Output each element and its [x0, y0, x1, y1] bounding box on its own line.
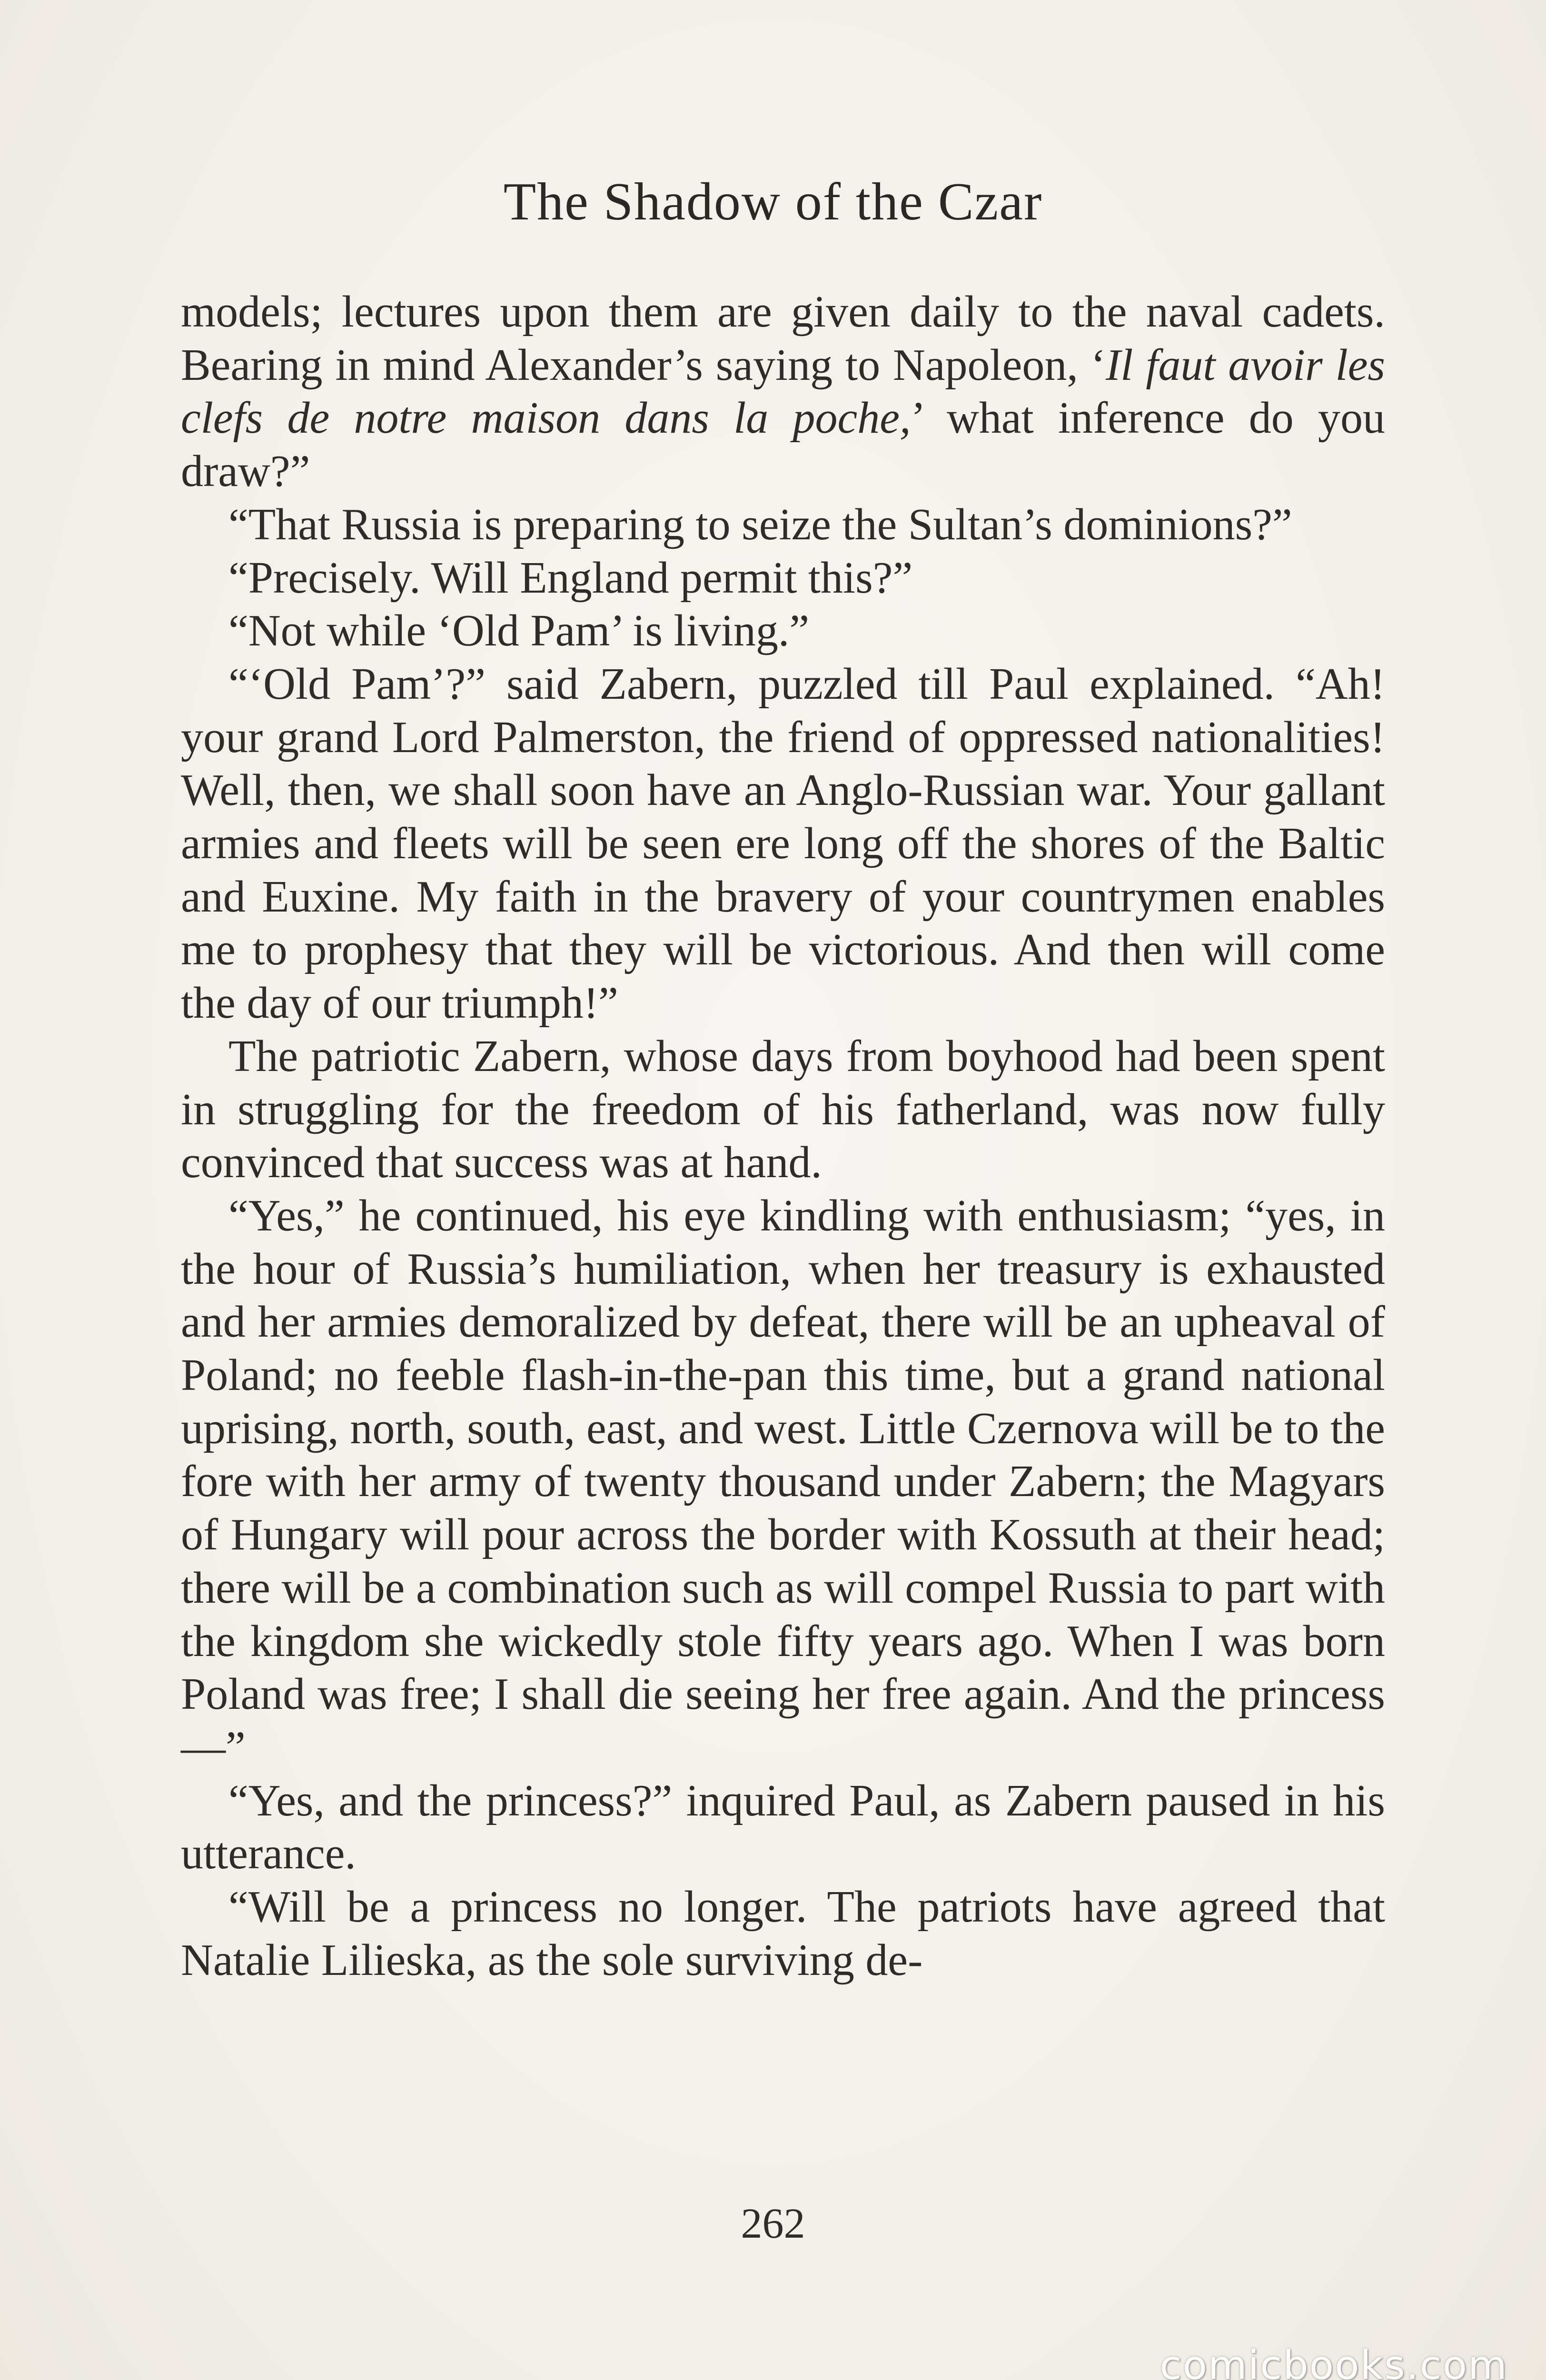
paragraph-text: “Precisely. Will England permit this?”: [228, 553, 913, 603]
italic-quotation: Il faut avoir les clefs de notre maison dans la poche,: [181, 340, 1385, 443]
page-number: 262: [741, 2200, 805, 2247]
paragraph: [181, 498, 1385, 552]
paragraph-text: “‘Old Pam’?” said Zabern, puzzled till Paul explained. “Ah! your grand Lord Palmerston, the friend of oppressed nationalities! Well, then, we shall soon have an Anglo-Russian war. Your gallant armies and fleets will be seen ere long off the shores of the Baltic and Euxine. My faith in the bravery of your countrymen enables me to prophesy that they will be victorious. And then will come the day of our triumph!”: [181, 659, 1385, 1028]
paragraph-text: “Will be a princess no longer. The patriots have agreed that Natalie Lilieska, as the sole surviving de-: [181, 1882, 1385, 1985]
paragraph-text: ’ what inference do you draw?”: [181, 393, 1385, 496]
paragraph: [181, 1881, 1385, 1987]
paragraph: [181, 1775, 1385, 1881]
paragraph-text: The patriotic Zabern, whose days from boyhood had been spent in struggling for the freedom of his fatherland, was now fully convinced that success was at hand.: [181, 1031, 1385, 1188]
paragraph: [181, 1030, 1385, 1190]
paragraph: [181, 1190, 1385, 1775]
running-title: The Shadow of the Czar: [503, 172, 1043, 231]
paragraph-text: models; lectures upon them are given daily to the naval cadets. Bearing in mind Alexander’s saying to Napoleon, ‘: [181, 287, 1385, 390]
paragraph-text: “Not while ‘Old Pam’ is living.”: [228, 606, 810, 656]
paragraph: [181, 605, 1385, 658]
paragraph: [181, 658, 1385, 1030]
paragraph: [181, 286, 1385, 498]
paragraph-text: “Yes,” he continued, his eye kindling with enthusiasm; “yes, in the hour of Russia’s humiliation, when her treasury is exhausted and her armies demoralized by defeat, there will be an upheaval of Poland; no feeble flash-in-the-pan this time, but a grand national uprising, north, south, east, and west. Little Czernova will be to the fore with her army of twenty thousand under Zabern; the Magyars of Hungary will pour across the border with Kossuth at their head; there will be a combination such as will compel Russia to part with the kingdom she wickedly stole fifty years ago. When I was born Poland was free; I shall die seeing her free again. And the princess—”: [181, 1190, 1385, 1772]
paragraph: [181, 552, 1385, 605]
watermark-logo: comicbooks.com: [1160, 2342, 1508, 2380]
paragraph-text: “Yes, and the princess?” inquired Paul, as Zabern paused in his utterance.: [181, 1775, 1385, 1879]
body-text: [181, 286, 1385, 1987]
paragraph-text: “That Russia is preparing to seize the Sultan’s dominions?”: [228, 499, 1292, 549]
